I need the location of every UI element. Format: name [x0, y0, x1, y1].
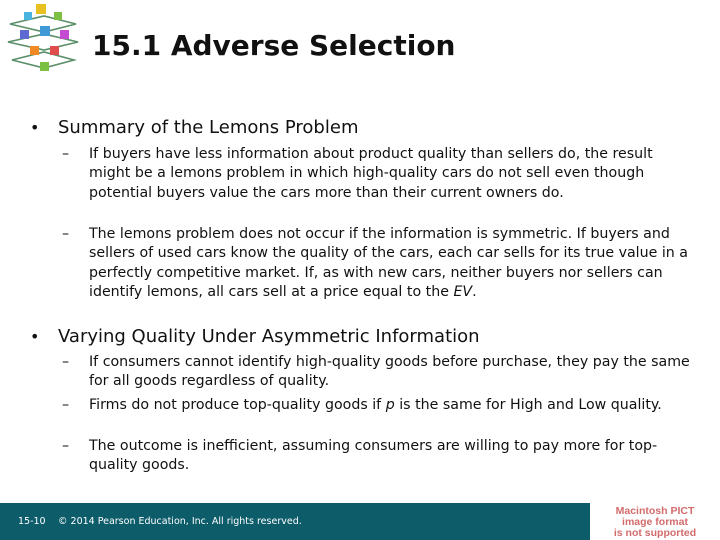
- sub-bullet-text: [89, 225, 694, 303]
- placeholder-line: is not supported: [613, 527, 697, 539]
- text-segment: .: [472, 284, 477, 301]
- unsupported-image-placeholder: [590, 503, 720, 540]
- text-segment: The lemons problem does not occur if the information is symmetric. If buyers and sellers of used cars know the quality of the cars, each car sells for its true value in a perfectly competitive market. If, as with new cars, neither buyers nor sellers can identify lemons, all cars sell at a price equal to the: [89, 226, 688, 301]
- sub-bullet-text: If buyers have less information about product quality than sellers do, the result might be a lemons problem in which high-quality cars do not sell even though potential buyers value the cars more than their current owners do.: [89, 146, 653, 201]
- bullet-dot: •: [30, 327, 40, 346]
- dash-marker: –: [62, 354, 70, 370]
- emphasis-p: p: [385, 397, 395, 413]
- dash-marker: –: [62, 226, 70, 242]
- sub-bullet-text: [89, 396, 694, 415]
- sub-bullet: [62, 145, 694, 203]
- bullet-varying-quality: [30, 326, 700, 348]
- sub-bullet-text: The outcome is inefficient, assuming consumers are willing to pay more for top-quality goods.: [89, 438, 658, 474]
- slide-title: 15.1 Adverse Selection: [92, 29, 456, 62]
- text-segment: is the same for High and Low quality.: [394, 397, 662, 413]
- sub-bullet: [62, 353, 694, 392]
- sub-bullet-text: If consumers cannot identify high-quality goods before purchase, they pay the same for all goods regardless of quality.: [89, 354, 690, 390]
- dash-marker: –: [62, 146, 70, 162]
- sub-bullet: [62, 396, 694, 415]
- bullet-dot: •: [30, 118, 40, 137]
- footer-bar: [0, 503, 590, 540]
- page-number: 15-10: [18, 516, 46, 527]
- stacked-cubes-logo: [4, 2, 84, 76]
- copyright-notice: © 2014 Pearson Education, Inc. All rights reserved.: [58, 516, 302, 527]
- bullet-heading: Summary of the Lemons Problem: [58, 117, 359, 138]
- sub-bullet: [62, 225, 694, 303]
- bullet-summary-lemons: [30, 117, 700, 139]
- emphasis-ev: EV: [453, 284, 473, 301]
- dash-marker: –: [62, 438, 70, 454]
- text-segment: Firms do not produce top-quality goods if: [89, 397, 386, 413]
- placeholder-line: image format: [622, 516, 688, 528]
- bullet-heading: Varying Quality Under Asymmetric Information: [58, 326, 480, 347]
- sub-bullet: [62, 437, 694, 476]
- placeholder-line: Macintosh PICT: [615, 505, 695, 517]
- dash-marker: –: [62, 397, 70, 413]
